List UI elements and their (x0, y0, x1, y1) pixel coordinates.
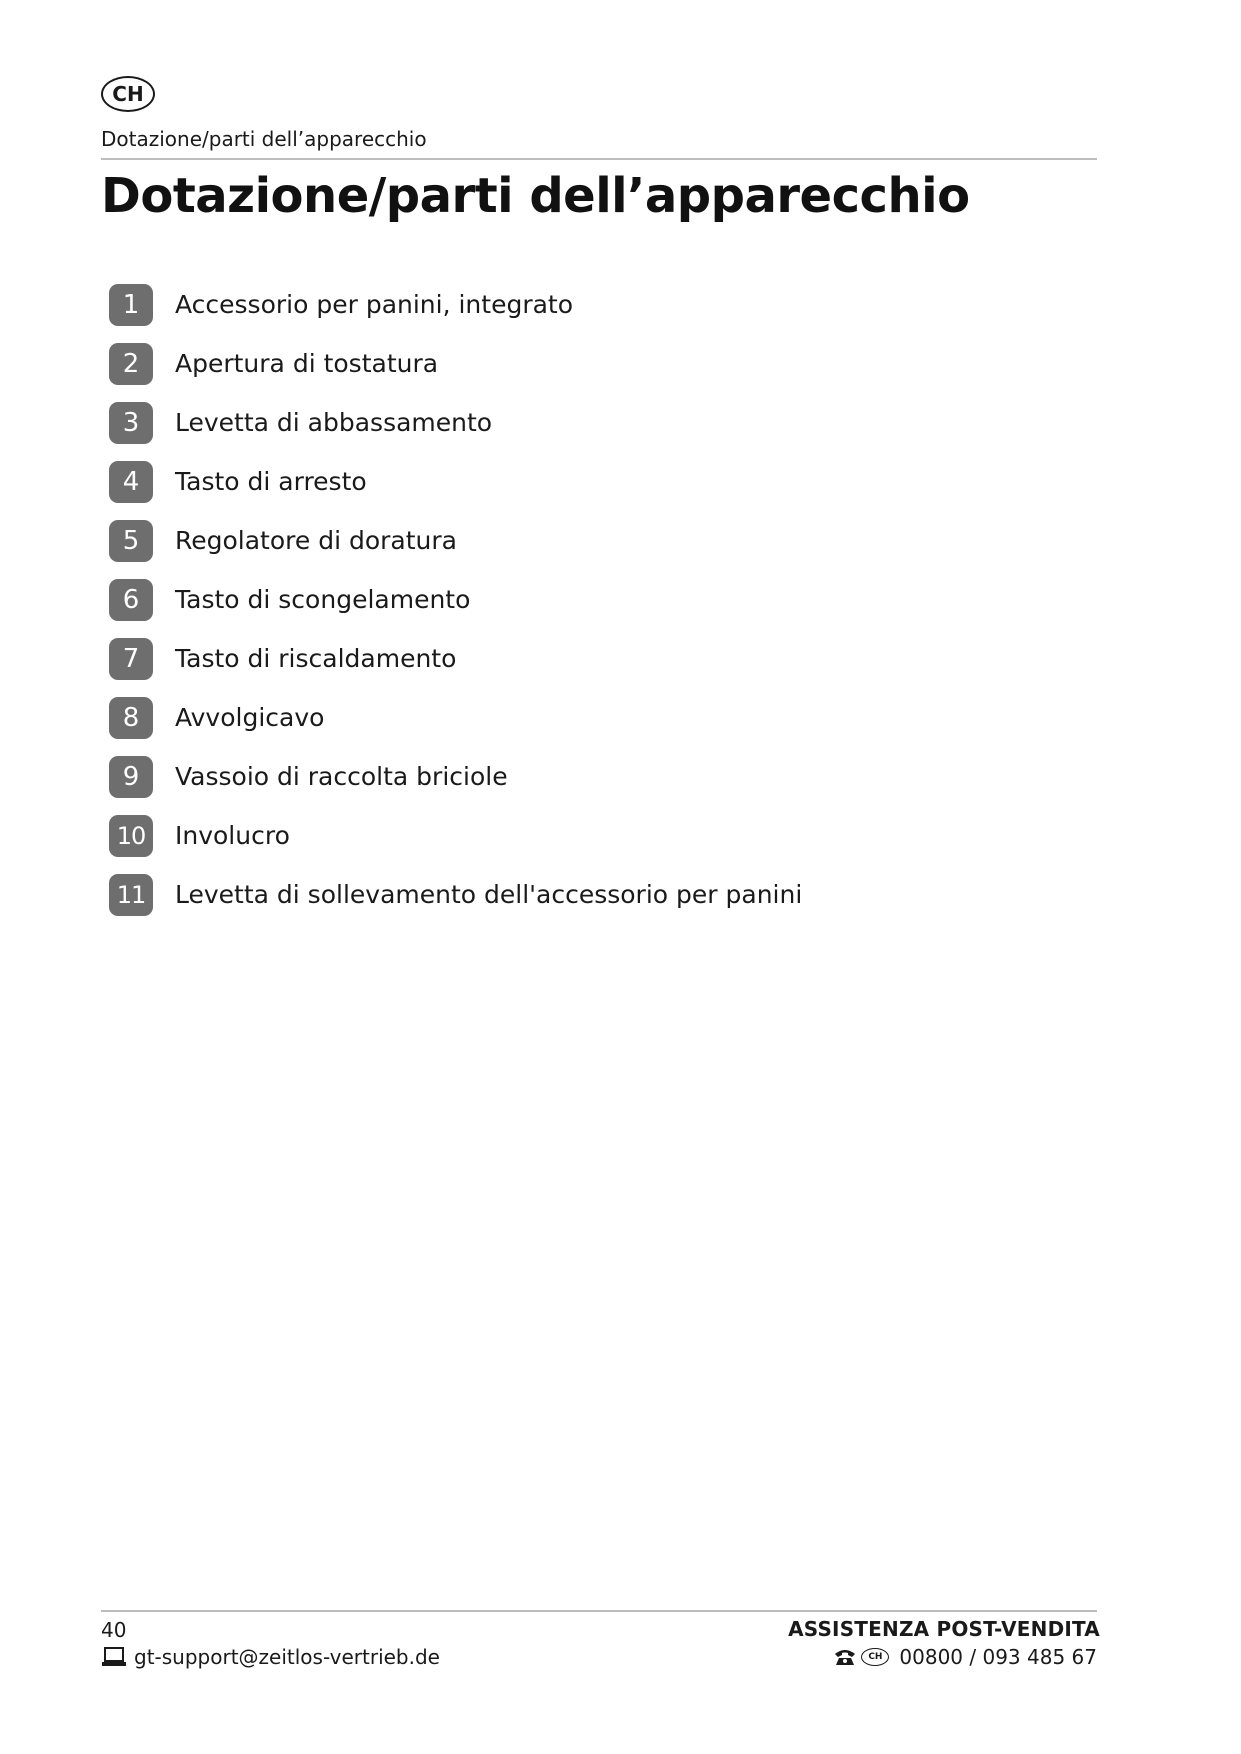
header-divider (101, 158, 1097, 160)
part-label: Accessorio per panini, integrato (175, 290, 574, 319)
part-label: Involucro (175, 821, 290, 850)
part-number-badge: 6 (109, 579, 153, 621)
list-item (109, 284, 802, 343)
list-item (109, 638, 802, 697)
part-number-badge: 7 (109, 638, 153, 680)
page-number: 40 (101, 1618, 127, 1642)
part-label: Tasto di arresto (175, 467, 367, 496)
list-item (109, 874, 802, 933)
support-email-line (101, 1645, 440, 1669)
list-item (109, 697, 802, 756)
support-phone[interactable]: 00800 / 093 485 67 (899, 1645, 1097, 1669)
telephone-icon (833, 1648, 857, 1666)
part-label: Levetta di abbassamento (175, 408, 493, 437)
part-label: Vassoio di raccolta briciole (175, 762, 508, 791)
part-number-badge: 9 (109, 756, 153, 798)
part-label: Regolatore di doratura (175, 526, 457, 555)
parts-list (109, 284, 802, 933)
part-number-badge: 10 (109, 815, 153, 857)
support-phone-line (833, 1645, 1097, 1669)
list-item (109, 343, 802, 402)
country-badge: CH (101, 76, 155, 112)
part-label: Tasto di scongelamento (175, 585, 471, 614)
service-title: ASSISTENZA POST-VENDITA (788, 1617, 1100, 1641)
part-number-badge: 11 (109, 874, 153, 916)
part-number-badge: 5 (109, 520, 153, 562)
part-label: Tasto di riscaldamento (175, 644, 457, 673)
list-item (109, 756, 802, 815)
part-label: Levetta di sollevamento dell'accessorio per panini (175, 880, 803, 909)
part-number-badge: 1 (109, 284, 153, 326)
list-item (109, 815, 802, 874)
running-header: Dotazione/parti dell’apparecchio (101, 127, 427, 151)
part-number-badge: 3 (109, 402, 153, 444)
page-title: Dotazione/parti dell’apparecchio (101, 168, 970, 224)
list-item (109, 402, 802, 461)
support-email[interactable]: gt-support@zeitlos-vertrieb.de (134, 1645, 440, 1669)
list-item (109, 461, 802, 520)
part-number-badge: 4 (109, 461, 153, 503)
list-item (109, 520, 802, 579)
laptop-icon (101, 1647, 127, 1667)
list-item (109, 579, 802, 638)
part-label: Apertura di tostatura (175, 349, 439, 378)
part-label: Avvolgicavo (175, 703, 325, 732)
part-number-badge: 8 (109, 697, 153, 739)
part-number-badge: 2 (109, 343, 153, 385)
footer-divider (101, 1610, 1097, 1612)
phone-country-badge: CH (861, 1648, 889, 1666)
